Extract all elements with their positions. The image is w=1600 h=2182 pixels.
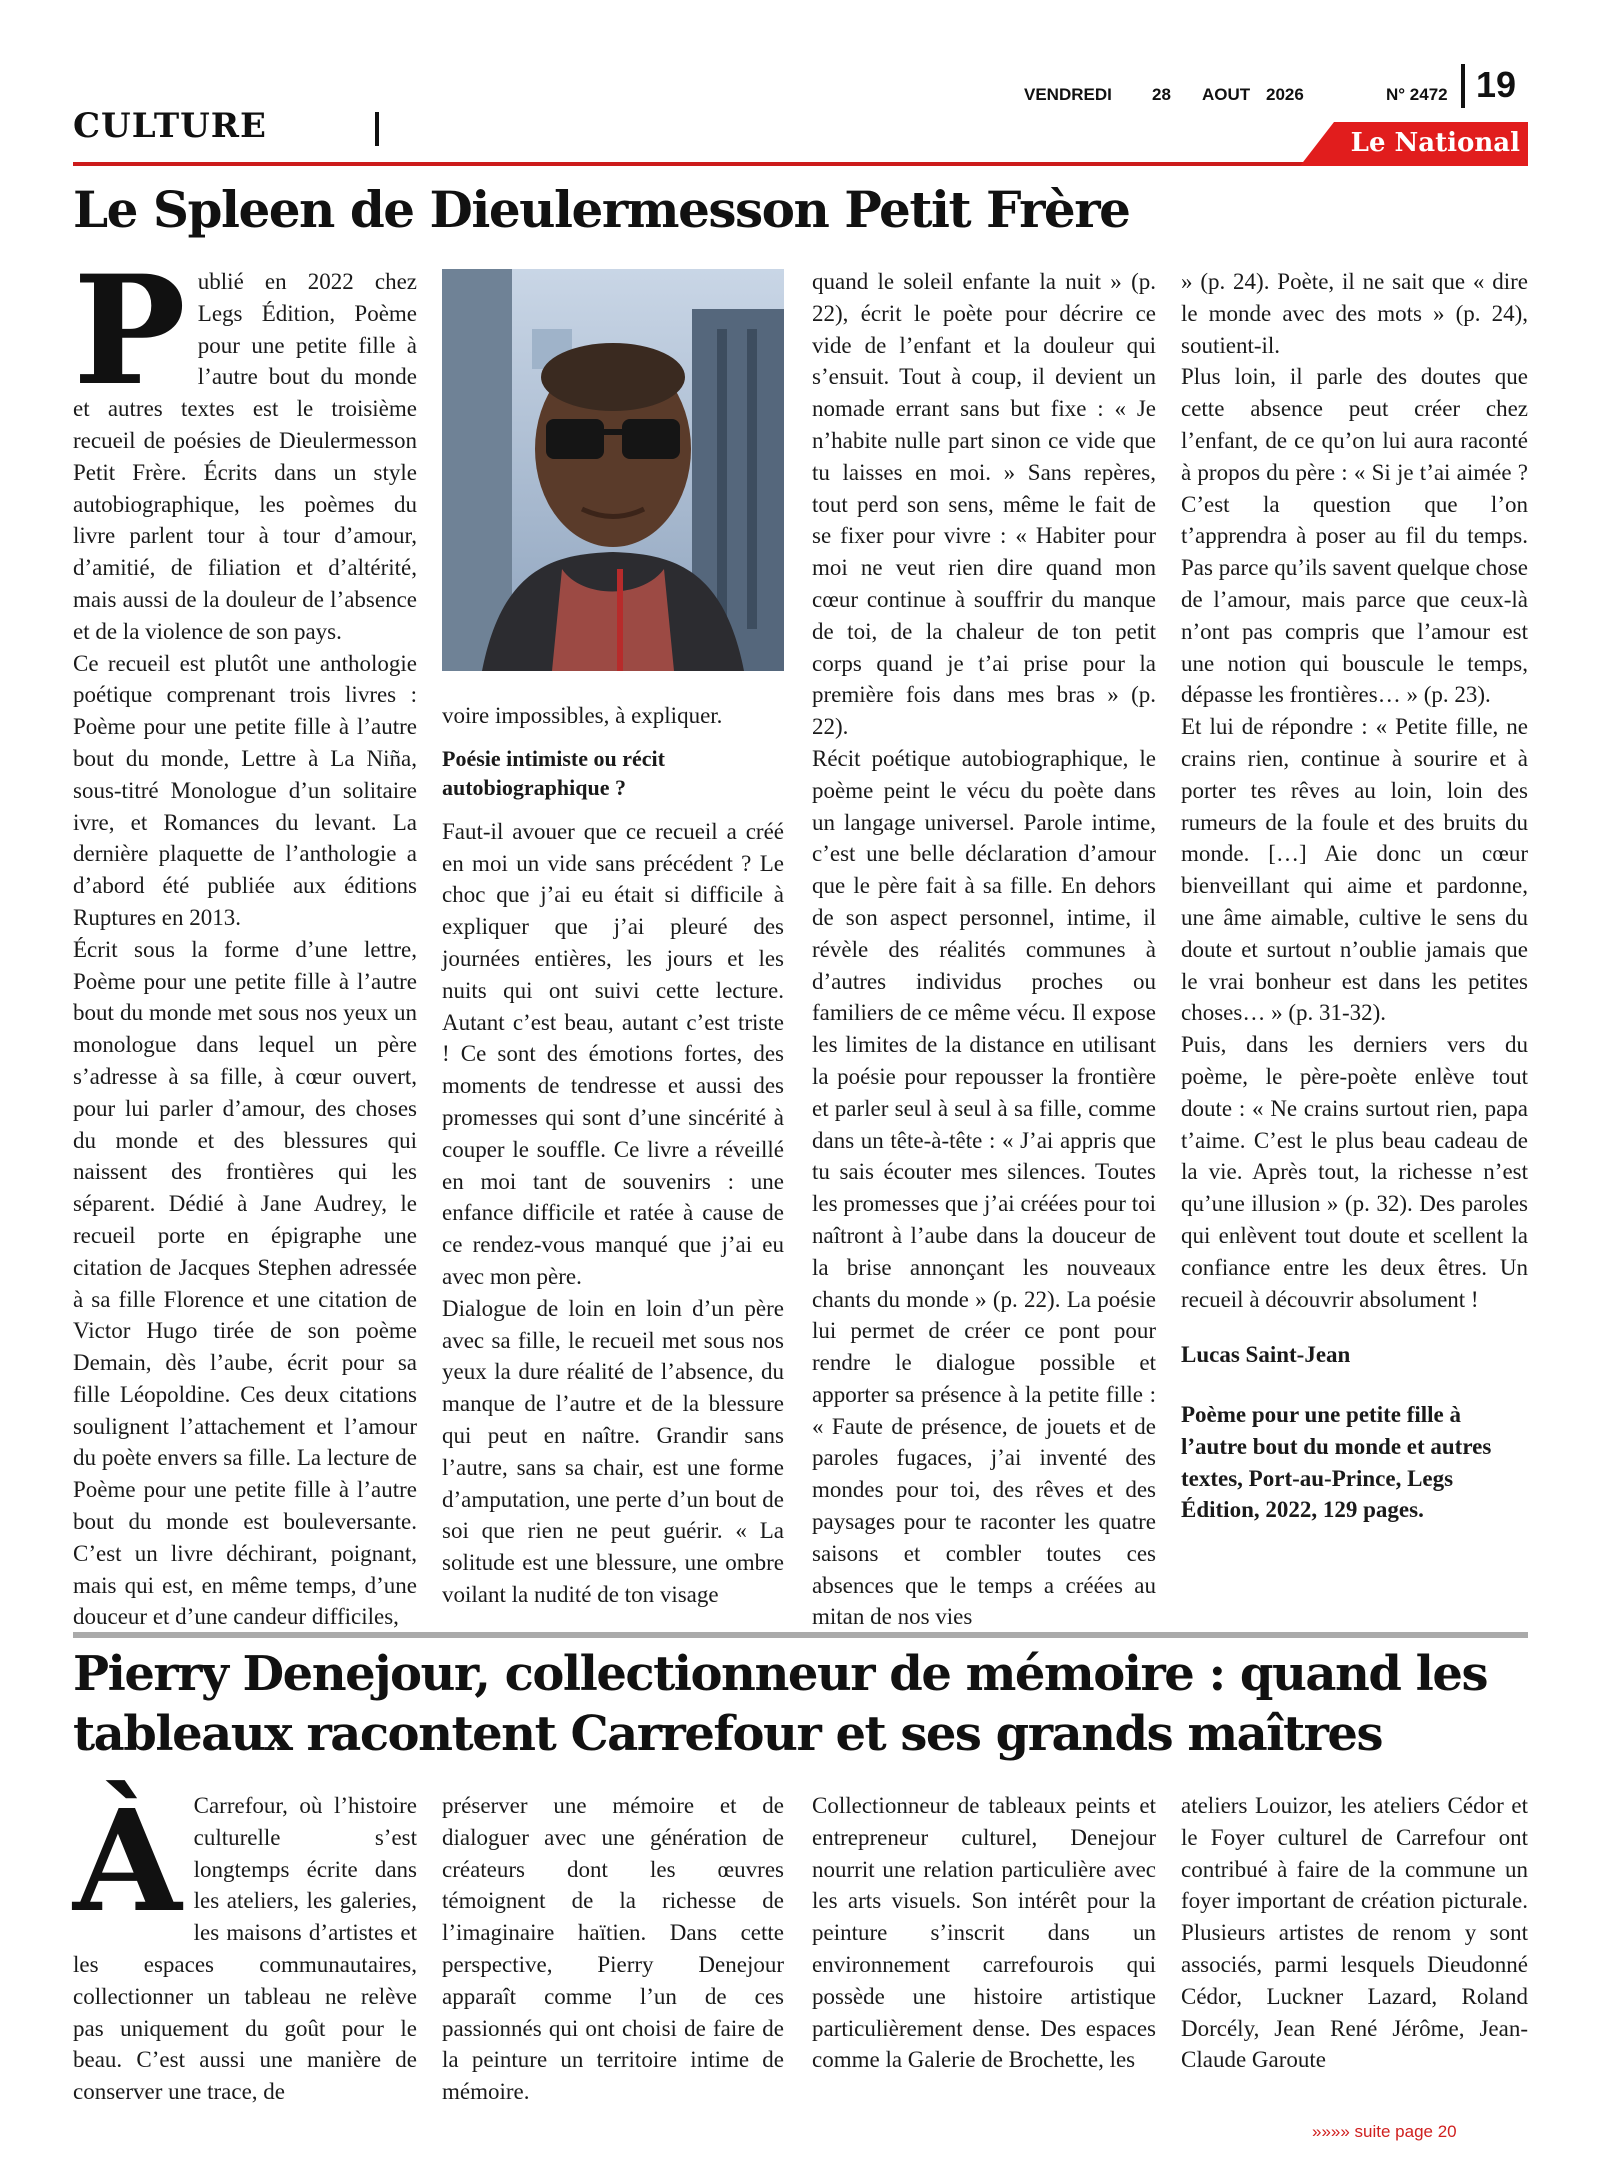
article-column-2 (442, 1790, 784, 2108)
article-column-4 (1181, 1790, 1528, 2076)
paragraph: Récit poétique autobiographique, le poème peint le vécu du poète dans un langage universel. Parole intime, c’est une belle déclaration d’amour que le père fait à sa fille. En dehors de son aspect personnel, intime, il révèle des réalités communes à d’autres individus proches ou familiers de ce même vécu. Il expose les limites de la distance en utilisant la poésie pour repousser la frontière et parler seul à seul à sa fille, comme dans un tête-à-tête : « J’ai appris que tu sais écouter mes silences. Toutes les promesses que j’ai créées pour toi naîtront à l’aube dans la douceur de la brise annonçant les nouveaux chants du monde » (p. 22). La poésie lui permet de créer ce pont pour rendre le dialogue possible et apporter sa présence à la petite fille : « Faute de présence, de jouets et de paroles fugaces, j’ai inventé des mondes pour toi, des rêves et des paysages pour te raconter les quatre saisons et combler toutes ces absences que le temps a créées au mitan de nos vies (812, 745, 1156, 1630)
paragraph: ateliers Louizor, les ateliers Cédor et le Foyer culturel de Carrefour ont contribué à faire de la commune un foyer important de création picturale. Plusieurs artistes de renom y sont associés, parmi lesquels Dieudonné Cédor, Luckner Lazard, Roland Dorcély, Jean René Jérôme, Jean-Claude Garoute (1181, 1793, 1528, 2073)
paragraph: ublié en 2022 chez Legs Édition, Poème pour une petite fille à l’autre bout du monde et autres textes est le troisième recueil de poésies de Dieulermesson Petit Frère. Écrits dans un style autobiographique, les poèmes du livre parlent tour à tour d’amour, d’amitié, de filiation et d’altérité, mais aussi de la douleur de l’absence et de la violence de son pays. (73, 269, 417, 644)
drop-cap: À (73, 1780, 182, 1944)
paragraph: Faut-il avouer que ce recueil a créé en moi un vide sans précédent ? Le choc que j’ai eu était si difficile à expliquer que j’ai pleuré des journées entières, les jours et les nuits qui ont suivi cette lecture. Autant c’est beau, autant c’est triste ! Ce sont des émotions fortes, des moments de tendresse et aussi des promesses qui sont d’une sincérité à couper le souffle. Ce livre a réveillé en moi tant de souvenirs : une enfance difficile et ratée à cause de ce rendez-vous manqué que j’ai eu avec mon père. (442, 818, 784, 1289)
paragraph: Ce recueil est plutôt une anthologie poétique comprenant trois livres : Poème pour une petite fille à l’autre bout du monde, Lettre à La Niña, sous-titré Monologue d’un solitaire ivre, et Romances du levant. La dernière plaquette de l’anthologie a d’abord été publiée aux éditions Ruptures en 2013. (73, 650, 417, 930)
author-photo (442, 269, 784, 671)
article-column-3 (812, 266, 1156, 1633)
article-column-1 (73, 1780, 417, 2108)
article-column-1 (73, 243, 417, 1633)
article-column-2 (442, 700, 784, 1611)
paragraph: quand le soleil enfante la nuit » (p. 22), écrit le poète pour décrire ce vide de l’enfant et la douleur qui s’ensuit. Tout à coup, il devient un nomade errant sans but fixe : « Je n’habite nulle part sinon ce vide que tu laisses en moi. » Sans repères, tout perd son sens, même le fait de se fixer pour vivre : « Habiter pour moi ne veut rien dire quand mon cœur continue à souffrir du manque de toi, de la chaleur de ton petit corps quand je t’ai prise pour la première fois dans mes bras » (p. 22). (812, 269, 1156, 740)
paragraph: Et lui de répondre : « Petite fille, ne crains rien, continue à sourire et à porter tes rêves au loin, loin des rumeurs de la foule et des bruits du monde. […] Aie donc un cœur bienveillant qui aime et pardonne, une âme aimable, cultive le sens du doute et surtout n’oublie jamais que le vrai bonheur est dans les petites choses… » (p. 31-32). (1181, 714, 1528, 1026)
subheading: Poésie intimiste ou récit autobiographique ? (442, 745, 665, 800)
paragraph: » (p. 24). Poète, il ne sait que « dire le monde avec des mots » (p. 24), soutient-il. (1181, 269, 1528, 358)
page-number: 19 (1476, 64, 1517, 105)
article-title: Le Spleen de Dieulermesson Petit Frère (73, 180, 1130, 239)
paragraph: Collectionneur de tableaux peints et entrepreneur culturel, Denejour nourrit une relation particulière avec les arts visuels. Son intérêt pour la peinture s’inscrit dans un environnement carrefourois qui possède une histoire artistique particulièrement dense. Des espaces comme la Galerie de Brochette, les (812, 1793, 1156, 2073)
continued-on-link[interactable]: »»»» suite page 20 (1312, 2122, 1457, 2141)
author-byline: Lucas Saint-Jean (1181, 1342, 1351, 1368)
article-separator (73, 1632, 1528, 1638)
paragraph: Plus loin, il parle des doutes que cette absence peut créer chez l’enfant, de ce qu’on lui aura raconté à propos du père : « Si je t’ai aimée ? C’est la question que l’on t’apprendra à poser au fil du temps. Pas parce qu’ils savent quelque chose de l’amour, mais parce que ceux-là n’ont pas compris que l’amour est une notion qui bouscule le temps, dépasse les frontières… » (p. 23). (1181, 364, 1528, 708)
article-title: Pierry Denejour, collectionneur de mémoire : quand les tableaux racontent Carrefour et ses grands maîtres (73, 1646, 1487, 1762)
issue-day: VENDREDI (1024, 85, 1112, 104)
article-column-3 (812, 1790, 1156, 2076)
issue-month: AOUT (1202, 85, 1251, 104)
section-divider (375, 112, 379, 146)
brand-name: Le National (1350, 128, 1520, 158)
issue-number: N° 2472 (1386, 85, 1448, 104)
issue-date-day: 28 (1152, 85, 1171, 104)
page-number-divider (1461, 64, 1465, 108)
paragraph: Dialogue de loin en loin d’un père avec sa fille, le recueil met sous nos yeux la dure réalité de l’absence, du manque de l’autre et de la blessure qui peut en naître. Grandir sans l’autre, sans sa chair, est une forme d’amputation, une perte d’un bout de soi que rien ne peut guérir. « La solitude est une blessure, une ombre voilant la nudité de ton visage (442, 1295, 784, 1607)
paragraph: Carrefour, où l’histoire culturelle s’est longtemps écrite dans les ateliers, les galeries, les maisons d’artistes et les espaces communautaires, collectionner un tableau ne relève pas uniquement du goût pour le beau. C’est aussi une manière de conserver une trace, de (73, 1793, 417, 2105)
paragraph: préserver une mémoire et de dialoguer avec une génération de créateurs dont les œuvres témoignent de la richesse de l’imaginaire haïtien. Dans cette perspective, Pierry Denejour apparaît comme l’un de ces passionnés qui ont choisi de faire de la peinture un territoire intime de mémoire. (442, 1793, 784, 2105)
portrait-image (442, 269, 784, 671)
paragraph: voire impossibles, à expliquer. (442, 703, 723, 728)
paragraph: Écrit sous la forme d’une lettre, Poème pour une petite fille à l’autre bout du monde met sous nos yeux un monologue dans lequel un père s’adresse à sa fille, à cœur ouvert, pour lui parler d’amour, des choses du monde et des blessures qui naissent des frontières qui les séparent. Dédié à Jane Audrey, le recueil porte en épigraphe une citation de Jacques Stephen adressée à sa fille Florence et une citation de Victor Hugo tirée de son poème Demain, dès l’aube, écrit pour sa fille Léopoldine. Ces deux citations soulignent l’attachement et l’amour du poète envers sa fille. La lecture de Poème pour une petite fille à l’autre bout du monde est bouleversante. C’est un livre déchirant, poignant, mais qui est, en même temps, d’une douceur et d’une candeur difficiles, (73, 936, 417, 1630)
article-column-4 (1181, 266, 1528, 1526)
paragraph: Puis, dans les derniers vers du poème, le père-poète enlève tout doute : « Ne crains surtout rien, papa t’aime. C’est le plus beau cadeau de la vie. Après tout, la richesse n’est qu’une illusion » (p. 32). Des paroles qui enlèvent tout doute et scellent la confiance entre les deux êtres. Un recueil à découvrir absolument ! (1181, 1032, 1528, 1312)
issue-year: 2026 (1266, 85, 1304, 104)
drop-cap: P (73, 243, 186, 419)
section-label: CULTURE (73, 106, 267, 146)
book-reference: Poème pour une petite fille à l’autre bout du monde et autres textes, Port-au-Prince, Legs Édition, 2022, 129 pages. (1181, 1402, 1492, 1523)
